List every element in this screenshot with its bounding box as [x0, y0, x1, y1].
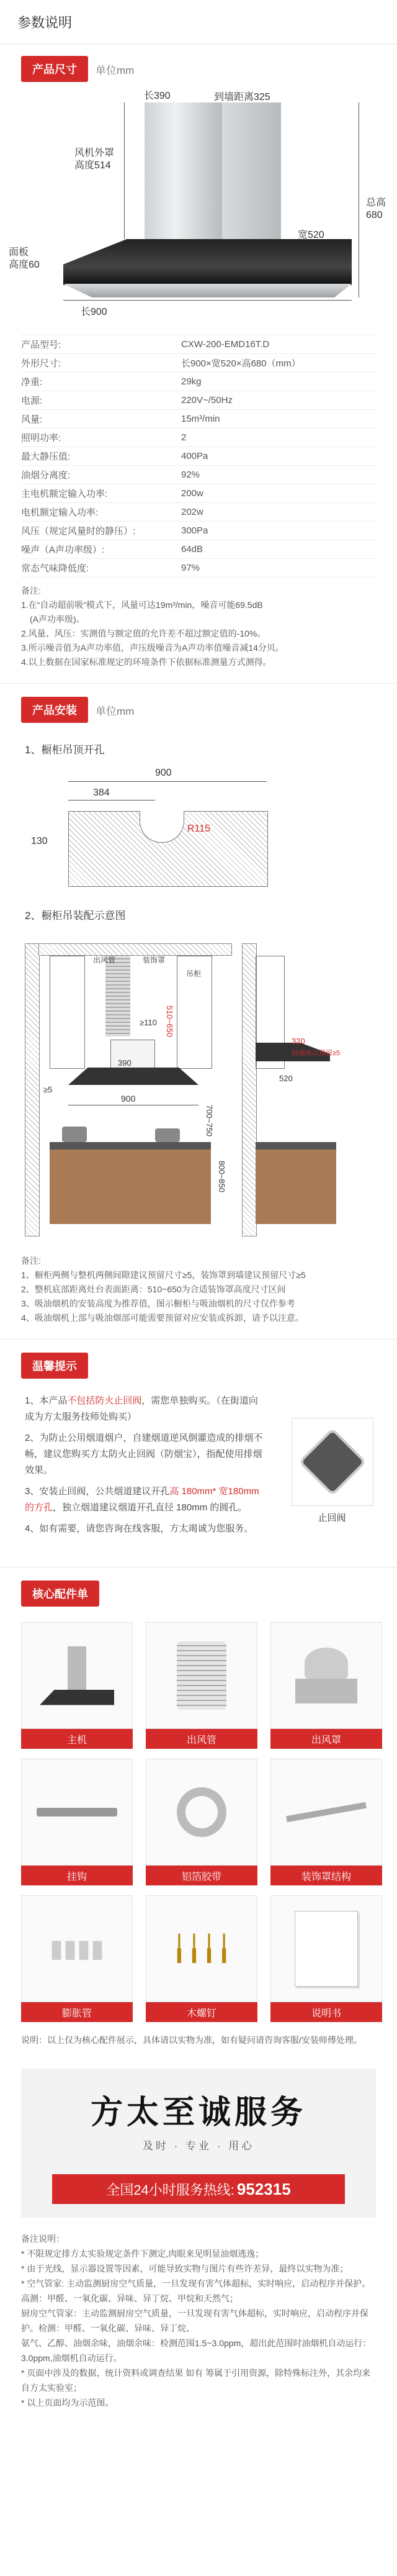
- install-section-unit: 单位mm: [96, 705, 135, 717]
- range-hood-icon: [21, 1622, 133, 1729]
- spec-value: 220V~/50Hz: [181, 395, 233, 406]
- spec-row: [21, 484, 376, 503]
- spec-value: 400Pa: [181, 451, 208, 461]
- label-d520: 520: [279, 1074, 293, 1083]
- part-card: [21, 1759, 133, 1885]
- spec-note-line: 备注:: [21, 586, 41, 596]
- hood-dimension-diagram: [0, 85, 397, 327]
- install-step-2-title: 2、橱柜吊装配示意图: [25, 910, 126, 922]
- spec-table: [21, 335, 376, 578]
- screw-icon: ╽╽╽╽: [146, 1895, 257, 2002]
- spec-key: 外形尺寸:: [21, 358, 61, 369]
- outlet-cover-icon: [270, 1622, 382, 1729]
- left-cabinet: [50, 956, 85, 1069]
- install-note-line: 备注:: [21, 1256, 41, 1266]
- tape-icon: [146, 1759, 257, 1866]
- page-title: 参数说明: [0, 0, 397, 44]
- install-note-line: 1、橱柜两侧与整机两侧间隙建议预留尺寸≥5，装饰罩到墙建议预留尺寸≥5: [21, 1270, 306, 1280]
- hotline-label: 全国24小时服务热线:: [106, 2182, 234, 2198]
- cutout-width-384: 384: [93, 787, 110, 798]
- side-countertop: [256, 1142, 336, 1150]
- part-card: [146, 1895, 257, 2022]
- spec-key: 主电机额定输入功率:: [21, 489, 108, 499]
- part-card: [21, 1895, 133, 2022]
- part-card: [146, 1759, 257, 1885]
- anchor-icon: ▮▮▮▮: [21, 1895, 133, 2002]
- spec-value: 200w: [181, 488, 203, 499]
- part-label: 膨胀管: [21, 2002, 133, 2022]
- label-exhaust-duct: 出风管: [93, 956, 116, 964]
- warn-section-tag: 温馨提示: [21, 1353, 88, 1379]
- warn-list: [25, 1393, 267, 1537]
- warn-item: [25, 1484, 267, 1516]
- spec-key: 噪声（A声功率级）:: [21, 545, 105, 555]
- warn-item: [25, 1430, 267, 1479]
- dim-line-chimney: [124, 102, 125, 239]
- spec-value: 长900×宽520×高680（mm）: [181, 358, 301, 369]
- spec-key: 最大静压值:: [21, 451, 71, 462]
- check-valve-image: [292, 1418, 373, 1506]
- install-step-1-title: 1、橱柜吊顶开孔: [25, 744, 105, 756]
- cabinet-assembly-diagram: [19, 931, 378, 1254]
- warn-highlight: 高 180mm* 宽180mm 的方孔: [25, 1486, 259, 1513]
- spec-key: 风量:: [21, 414, 43, 425]
- install-note-line: 4、吸油烟机上部与吸油烟部可能需要预留对应安装或拆卸，请予以注意。: [21, 1313, 304, 1323]
- label-decor-cover: 装饰罩: [143, 956, 166, 964]
- dim-chimney-height: 风机外罩 高度514: [74, 148, 115, 171]
- footer-note-line: * 页面中涉及的数据，统计资料或调查结果 如有 筹属于引用资源，除特殊标注外，其余均来自方太实验室；: [21, 2368, 371, 2393]
- part-card: [270, 1622, 382, 1749]
- label-h700: 700~750: [205, 1105, 214, 1136]
- section-divider-2: [0, 1339, 397, 1340]
- footer-note-line: * 由于光线，显示器设置等因素，可能导致实物与图片有些许差异，最终以实物为准；: [21, 2264, 349, 2274]
- footer-note-line: * 空气管家: 主动监测厨房空气质量，一旦发现有害气体超标，实时响应，启动程序并保护。高测：甲醛、一氧化碳、异味、异丁烷、甲烷和天然气；: [21, 2279, 371, 2303]
- footer-note-line: 备注说明：: [21, 2234, 65, 2244]
- parts-section-tag: 核心配件单: [21, 1581, 99, 1607]
- part-card: [21, 1622, 133, 1749]
- side-wall: [242, 943, 257, 1236]
- hood-chimney-side: [222, 102, 281, 239]
- warn-highlight: 不包括防火止回阀: [67, 1395, 142, 1406]
- spec-key: 电源:: [21, 396, 43, 406]
- warn-block: [0, 1393, 397, 1567]
- size-section-header: [0, 53, 397, 85]
- part-label: 说明书: [270, 2002, 382, 2022]
- label-cabinet: 吊柜: [186, 969, 202, 978]
- spec-value: 64dB: [181, 544, 203, 555]
- spec-value: 15m³/min: [181, 414, 220, 424]
- spec-key: 风压（规定风量时的静压）:: [21, 526, 136, 537]
- check-valve-icon: [298, 1428, 367, 1496]
- pot-right: [155, 1128, 180, 1142]
- spec-row: [21, 410, 376, 429]
- dim-depth: 长390: [144, 91, 171, 101]
- section-divider: [0, 683, 397, 684]
- spec-note-line: 4.以上数据在国家标准规定的环境条件下依据标准测量方式测得。: [21, 657, 272, 667]
- spec-row: [21, 522, 376, 540]
- hood-canopy: [63, 239, 352, 285]
- cutout-line-900: [68, 781, 267, 782]
- spec-note-line: 2.风量、风压：实测值与额定值的允许差不超过额定值的-10%。: [21, 628, 266, 638]
- service-slogan: 及时 · 专业 · 用心: [142, 2140, 255, 2152]
- cutout-radius: R115: [187, 823, 211, 834]
- spec-value: 29kg: [181, 376, 202, 387]
- part-label: 装饰罩结构: [270, 1866, 382, 1885]
- spec-value: 202w: [181, 507, 203, 517]
- size-section-unit: 单位mm: [96, 64, 135, 76]
- spec-value: CXW-200-EMD16T.D: [181, 339, 270, 350]
- ceiling: [38, 943, 232, 956]
- size-section-tag: 产品尺寸: [21, 56, 88, 82]
- hood-chimney-front: [145, 102, 222, 239]
- spec-key: 产品型号:: [21, 340, 61, 350]
- install-note-line: 3、吸油烟机的安装高度为推荐值，图示橱柜与吸油烟机的尺寸仅作参考: [21, 1299, 295, 1308]
- label-w390: 390: [118, 1058, 132, 1068]
- warn-text: 4、如有需要，请您咨询在线客服，方太竭诚为您服务。: [25, 1523, 254, 1534]
- install-note-line: 2、整机底部距离灶台表面距离：510~650为合适装饰罩高度尺寸区间: [21, 1284, 286, 1294]
- warn-section-header: [0, 1349, 397, 1382]
- spec-note-line: (A声功率级)。: [21, 614, 85, 624]
- warn-text: ，独立烟道建议烟道开孔直径 180mm 的圆孔。: [53, 1502, 248, 1513]
- bracket-icon: [270, 1759, 382, 1866]
- warn-text: 1、本产品: [25, 1395, 68, 1406]
- hotline-number: 952315: [236, 2179, 291, 2198]
- dim-wall-distance: 到墙距离325: [214, 92, 270, 102]
- label-gap-5: ≥5: [43, 1085, 53, 1094]
- install-section-tag: 产品安装: [21, 697, 88, 723]
- hood-trim-strip: [63, 284, 352, 297]
- parts-section-header: [0, 1577, 397, 1610]
- cabinet-cutout-diagram: [19, 768, 378, 898]
- warn-text: ，需您单独购买。（在街道向成为方太服务技师处购买）: [25, 1395, 258, 1422]
- hood-box-front: [110, 1040, 155, 1069]
- hood-body-front: [68, 1068, 198, 1085]
- part-card: [270, 1895, 382, 2022]
- part-card: [146, 1622, 257, 1749]
- part-label: 出风管: [146, 1729, 257, 1749]
- duct-icon: [146, 1622, 257, 1729]
- label-h110: ≥110: [140, 1018, 157, 1027]
- spec-notes: [21, 584, 376, 669]
- footer-note-line: * 不限规定排方太实验规定条件下测定,肉眼来见明显油烟逃逸；: [21, 2249, 264, 2259]
- label-wall-note: 到墙体以预留≥5: [292, 1050, 341, 1057]
- spec-value: 97%: [181, 563, 200, 573]
- spec-row: [21, 540, 376, 559]
- part-label: 木螺钉: [146, 2002, 257, 2022]
- service-title: 方太至诚服务: [90, 2093, 306, 2131]
- spec-row: [21, 373, 376, 391]
- dim-line-length: [63, 300, 352, 301]
- spec-key: 净重:: [21, 377, 43, 388]
- exhaust-duct: [105, 956, 130, 1036]
- part-label: 挂钩: [21, 1866, 133, 1885]
- spec-key: 电机额定输入功率:: [21, 507, 99, 518]
- spec-row: [21, 559, 376, 578]
- spec-value: 2: [181, 432, 187, 443]
- spec-note-line: 3.所示噪音值为A声功率值，声压级噪音为A声功率值噪音减14分贝。: [21, 643, 284, 653]
- install-section-header: [0, 694, 397, 726]
- spec-value: 300Pa: [181, 525, 208, 536]
- spec-value: 92%: [181, 469, 200, 480]
- dim-length-900: 长900: [81, 307, 107, 317]
- spec-row: [21, 503, 376, 522]
- spec-row: [21, 429, 376, 447]
- install-notes: [21, 1254, 376, 1325]
- footer-note-line: * 以上页面均为示范图。: [21, 2398, 114, 2408]
- footer-note-line: 氨气、乙醇、油烟余味，油烟余味：检测范围1.5~3.0ppm，超出此范围时油烟机自动运行：3.0ppm,油烟机自动运行。: [21, 2338, 372, 2363]
- warn-item: [25, 1393, 267, 1425]
- pot-left: [62, 1127, 87, 1142]
- dim-total-height: 总高 680: [366, 197, 386, 220]
- spec-row: [21, 391, 376, 410]
- manual-icon: [270, 1895, 382, 2002]
- footer-note-line: 厨房空气管家：主动监测厨房空气质量，一旦发现有害气体超标，实时响应，启动程序并保护。检测：甲醛、一氧化碳、异味、异丁烷、: [21, 2308, 368, 2333]
- service-banner: [21, 2069, 376, 2218]
- spec-row: [21, 354, 376, 373]
- hook-icon: [21, 1759, 133, 1866]
- parts-note: 说明：以上仅为核心配件展示，具体请以实物为准，如有疑问请咨询客服/安装师傅处理。: [21, 2035, 362, 2045]
- spec-row: [21, 447, 376, 466]
- spec-key: 油烟分离度:: [21, 470, 71, 481]
- warn-text: 2、为防止公用烟道烟户，自建烟道逆风倒灌造成的排烟不畅，建议您购买方太防火止回阀（防烟宝），指配使用排烟效果。: [25, 1433, 263, 1476]
- warn-text: 3、安装止回阀，公共烟道建议开孔: [25, 1486, 170, 1497]
- label-range: 510~650: [165, 1005, 174, 1037]
- footer-notes: [21, 2231, 376, 2410]
- label-d320: 320: [292, 1036, 305, 1046]
- spec-note-line: 1.在“自动超前吸”模式下，风量可达19m³/min，噪音可能69.5dB: [21, 600, 263, 610]
- dim-width-520: 宽520: [298, 230, 324, 240]
- cutout-height-130: 130: [31, 836, 48, 846]
- countertop: [50, 1142, 211, 1150]
- service-hotline-bar: [52, 2174, 345, 2204]
- cutout-width-900: 900: [155, 768, 172, 778]
- spec-row: [21, 335, 376, 354]
- side-base-cabinet: [256, 1150, 336, 1224]
- spec-key: 照明功率:: [21, 433, 61, 443]
- part-label: 铝箔胶带: [146, 1866, 257, 1885]
- label-w900: 900: [121, 1094, 136, 1104]
- left-wall: [25, 943, 40, 1236]
- check-valve-label: 止回阀: [318, 1513, 346, 1523]
- part-label: 出风罩: [270, 1729, 382, 1749]
- dim-panel-height: 面板 高度60: [9, 247, 40, 270]
- base-cabinet: [50, 1150, 211, 1224]
- spec-row: [21, 466, 376, 484]
- warn-item: [25, 1521, 267, 1537]
- spec-key: 常态气味降低度:: [21, 563, 89, 574]
- part-label: 主机: [21, 1729, 133, 1749]
- parts-grid: [21, 1622, 397, 2022]
- part-card: [270, 1759, 382, 1885]
- label-h850: 800~850: [217, 1161, 226, 1192]
